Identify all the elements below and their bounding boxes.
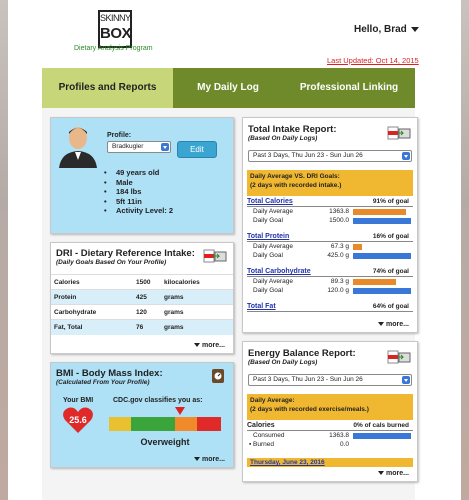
- logo-line1: SKINNY: [100, 13, 131, 23]
- triangle-down-icon: [378, 322, 384, 326]
- total-range: Past 3 Days, Thu Jun 23 - Sun Jun 26: [253, 152, 363, 159]
- bmi-card: [50, 362, 234, 468]
- group-header: [247, 233, 413, 242]
- consumed-label: Consumed: [253, 432, 285, 439]
- total-section-title: Daily Average VS. DRI Goals:: [250, 173, 340, 180]
- dri-title: DRI - Dietary Reference Intake:: [56, 248, 195, 259]
- stat-weight: • 184 lbs: [104, 187, 173, 197]
- goal-label: Daily Goal: [253, 287, 283, 294]
- avg-bar: [353, 279, 396, 285]
- energy-subtitle: (Based On Daily Logs): [248, 359, 318, 366]
- goal-value: 120.0 g: [327, 287, 349, 294]
- more-label: more...: [202, 456, 225, 463]
- avg-value: 1363.8: [329, 208, 349, 215]
- calories-label: Calories: [247, 422, 275, 429]
- bmi-subtitle: (Calculated From Your Profile): [56, 379, 150, 386]
- goal-row: [247, 216, 413, 225]
- greeting: Hello, Brad: [354, 24, 407, 35]
- goal-row: [247, 251, 413, 260]
- dri-card: [50, 242, 234, 354]
- consumed-value: 1363.8: [329, 432, 349, 439]
- energy-calories-group: [247, 422, 413, 449]
- group-pct: 74% of goal: [372, 268, 409, 275]
- avg-label: Daily Average: [253, 243, 293, 250]
- energy-title: Energy Balance Report:: [248, 348, 356, 359]
- table-row: [51, 290, 233, 305]
- date-link[interactable]: Thursday, June 23, 2016: [247, 458, 413, 467]
- group-header: [247, 303, 413, 312]
- stat-age: • 49 years old: [104, 168, 173, 178]
- header: [8, 0, 461, 68]
- stat-sex: • Male: [104, 178, 173, 188]
- total-subtitle: (Based On Daily Logs): [248, 135, 318, 142]
- dri-unit: kilocalories: [161, 275, 233, 290]
- group-calories: [247, 198, 413, 225]
- group-carbohydrate: [247, 268, 413, 295]
- consumed-row: [247, 431, 413, 440]
- dri-value: 1500: [133, 275, 161, 290]
- avg-value: 89.3 g: [330, 278, 349, 285]
- cdc-label: CDC.gov classifies you as:: [113, 397, 203, 404]
- tab-profiles-and-reports[interactable]: Profiles and Reports: [42, 68, 173, 108]
- triangle-down-icon: [194, 343, 200, 347]
- avg-label: Daily Average: [253, 208, 293, 215]
- dri-name: Protein: [51, 290, 133, 305]
- goal-value: 425.0 g: [327, 252, 349, 259]
- pdf-export-icon[interactable]: [203, 249, 227, 263]
- burned-value: 0.0: [339, 441, 349, 448]
- dri-unit: grams: [161, 290, 233, 305]
- avg-row: [247, 207, 413, 216]
- group-pct: 91% of goal: [372, 198, 409, 205]
- energy-range-select[interactable]: [248, 374, 412, 386]
- bmi-class: Overweight: [140, 437, 190, 447]
- pdf-export-icon[interactable]: [387, 126, 411, 140]
- your-bmi-label: Your BMI: [63, 397, 94, 404]
- group-pct: 64% of goal: [372, 303, 409, 310]
- avg-row: [247, 242, 413, 251]
- goal-label: Daily Goal: [253, 252, 283, 259]
- more-label: more...: [202, 342, 225, 349]
- bmi-title: BMI - Body Mass Index:: [56, 368, 163, 379]
- consumed-bar: [353, 433, 411, 439]
- main-nav: [42, 68, 415, 108]
- profile-card: [50, 117, 234, 234]
- tagline: Dietary Analysis Program: [74, 45, 153, 52]
- goal-bar: [353, 218, 411, 224]
- triangle-down-icon: [194, 457, 200, 461]
- more-label: more...: [386, 321, 409, 328]
- stat-height: • 5ft 11in: [104, 197, 173, 207]
- logo-line2: BOX: [100, 25, 132, 42]
- tab-professional-linking[interactable]: Professional Linking: [299, 82, 399, 93]
- dropdown-arrow-icon: [161, 143, 169, 151]
- group-pct: 16% of goal: [372, 233, 409, 240]
- profile-label: Profile:: [107, 132, 132, 139]
- total-intake-card: [242, 117, 418, 333]
- goal-label: Daily Goal: [253, 217, 283, 224]
- group-header: [247, 198, 413, 207]
- goal-bar: [353, 288, 411, 294]
- user-menu[interactable]: [354, 24, 419, 35]
- energy-range: Past 3 Days, Thu Jun 23 - Sun Jun 26: [253, 376, 363, 383]
- bmi-more-link[interactable]: [194, 456, 225, 463]
- burned-row: [247, 440, 413, 449]
- dri-unit: grams: [161, 305, 233, 320]
- group-fat: [247, 303, 413, 312]
- stat-activity: • Activity Level: 2: [104, 206, 173, 216]
- avg-bar: [353, 209, 406, 215]
- total-title: Total Intake Report:: [248, 124, 337, 135]
- bmi-scale-bar: [109, 407, 221, 435]
- energy-balance-card: [242, 341, 418, 482]
- dropdown-arrow-icon: [402, 376, 410, 384]
- dropdown-arrow-icon: [402, 152, 410, 160]
- edit-profile-button[interactable]: Edit: [177, 141, 217, 158]
- energy-more-link[interactable]: [378, 470, 409, 477]
- group-link[interactable]: Total Protein: [247, 233, 290, 240]
- tab-my-daily-log[interactable]: My Daily Log: [197, 82, 259, 93]
- scale-icon: [211, 368, 225, 384]
- profile-stats: [104, 168, 173, 216]
- goal-bar: [353, 253, 411, 259]
- dri-subtitle: (Daily Goals Based On Your Profile): [56, 259, 167, 266]
- skinnybox-logo[interactable]: [98, 10, 132, 48]
- dri-name: Calories: [51, 275, 133, 290]
- dri-table: [51, 274, 233, 335]
- total-more-link[interactable]: [378, 321, 409, 328]
- burned-label: Burned: [253, 441, 274, 448]
- group-header: [247, 422, 413, 431]
- avg-row: [247, 277, 413, 286]
- last-updated-link[interactable]: Last Updated: Oct 14, 2015: [327, 56, 419, 65]
- goal-value: 1500.0: [329, 217, 349, 224]
- avg-label: Daily Average: [253, 278, 293, 285]
- table-row: [51, 320, 233, 335]
- group-link[interactable]: Total Fat: [247, 303, 276, 310]
- energy-section-sub: (2 days with recorded exercise/meals.): [250, 405, 369, 413]
- group-protein: [247, 233, 413, 260]
- table-row: [51, 305, 233, 320]
- total-section-header: [247, 170, 413, 196]
- more-label: more...: [386, 470, 409, 477]
- profile-select[interactable]: [107, 141, 171, 153]
- dri-name: Fat, Total: [51, 320, 133, 335]
- total-section-sub: (2 days with recorded intake.): [250, 181, 342, 189]
- group-header: [247, 268, 413, 277]
- dri-more-link[interactable]: [194, 342, 225, 349]
- pdf-export-icon[interactable]: [387, 350, 411, 364]
- goal-row: [247, 286, 413, 295]
- total-range-select[interactable]: [248, 150, 412, 162]
- avg-value: 67.3 g: [330, 243, 349, 250]
- bmi-value: 25.6: [69, 415, 87, 425]
- avg-bar: [353, 244, 362, 250]
- user-avatar-icon: [57, 124, 99, 168]
- dri-name: Carbohydrate: [51, 305, 133, 320]
- dri-value: 425: [133, 290, 161, 305]
- energy-section-title: Daily Average:: [250, 397, 295, 404]
- caret-down-icon: [411, 27, 419, 32]
- energy-section-header: [247, 394, 413, 420]
- group-link[interactable]: Total Carbohydrate: [247, 268, 311, 275]
- triangle-down-icon: [378, 471, 384, 475]
- profile-selected: Bradkugler: [112, 143, 144, 150]
- dri-value: 76: [133, 320, 161, 335]
- table-row: [51, 275, 233, 290]
- energy-pct: 0% of cals burned: [353, 422, 409, 429]
- group-link[interactable]: Total Calories: [247, 198, 293, 205]
- burned-marker-icon: ▪: [249, 441, 252, 448]
- dri-unit: grams: [161, 320, 233, 335]
- dri-value: 120: [133, 305, 161, 320]
